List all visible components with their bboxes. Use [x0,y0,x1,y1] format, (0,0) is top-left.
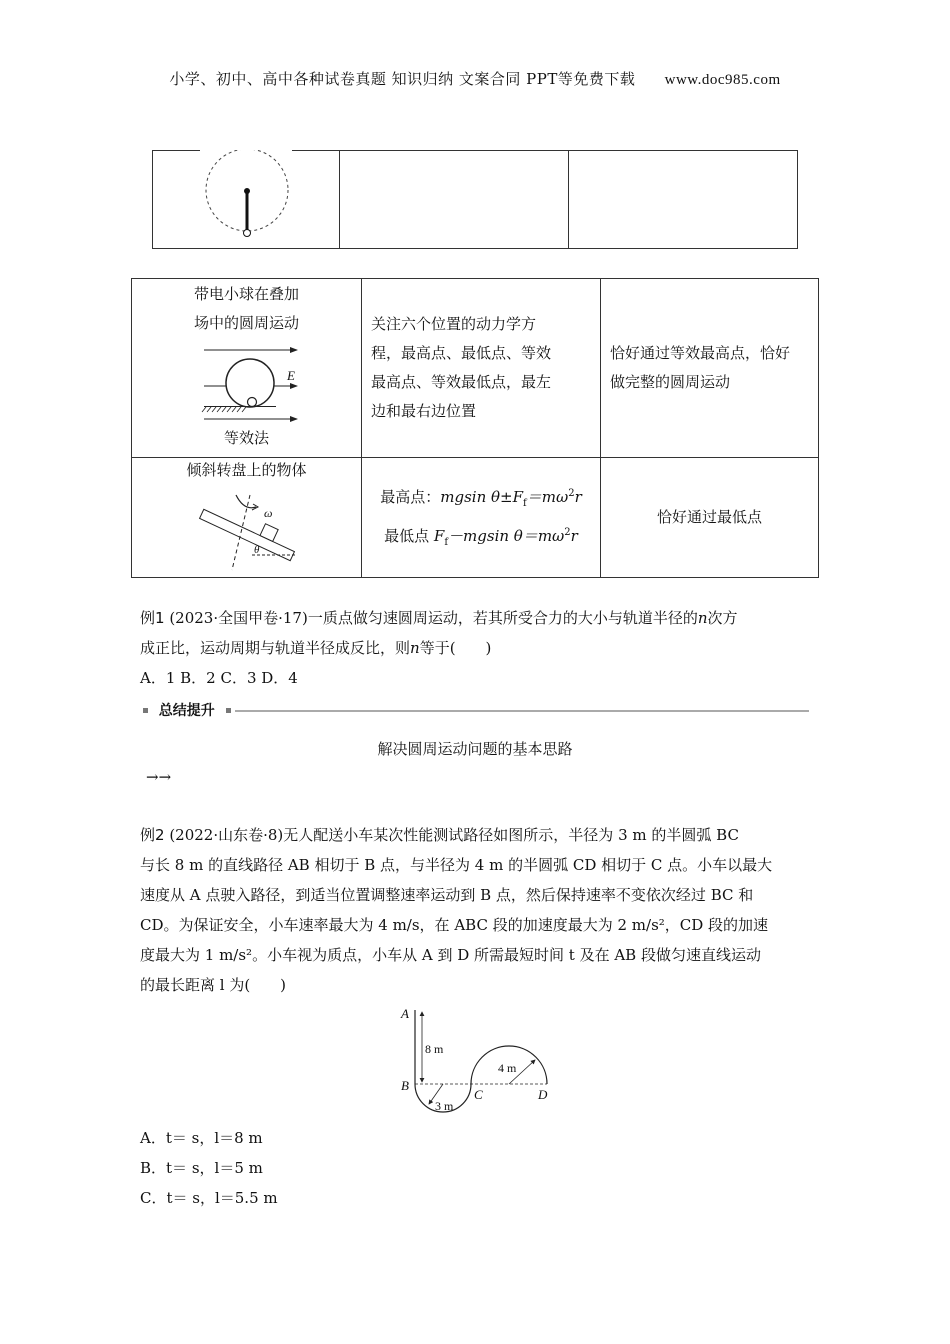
eq-bottom-sub: f [444,536,449,548]
eq-top-sub: f [523,497,527,509]
row1-critical-cell [601,279,819,458]
row1-focus-2: 程，最高点、最低点、等效 [371,344,552,362]
row2-model-cell [132,458,362,578]
page-header [0,68,950,89]
example1-label: 例1 [140,609,165,627]
table-fragment [152,150,798,249]
row2-equation-top [362,479,600,518]
eq-top-end: r [574,487,582,506]
label-B: B [401,1078,409,1093]
example2-source: (2022·山东卷·8) [169,826,284,844]
row2-critical: 恰好通过最低点 [656,508,762,526]
row1-focus-1: 关注六个位置的动力学方 [371,315,537,333]
rod-circle-diagram [198,150,298,249]
row1-critical-1: 恰好通过等效最高点，恰好 [610,344,791,362]
header-site: www.doc985.com [664,72,781,88]
row1-focus-4: 边和最右边位置 [371,402,477,420]
divider-square-right [226,708,231,713]
label-3m: 3 m [435,1099,454,1113]
field-label: E [287,367,295,383]
summary-title: 总结提升 [158,703,215,719]
example1-text2: 成正比，运动周期与轨道半径成反比，则 [140,639,411,657]
row1-title-2: 场中的圆周运动 [193,313,299,332]
example2-label: 例2 [140,826,165,844]
example1-line1 [140,603,812,633]
example2-line4: CD。为保证安全，小车速率最大为 4 m/s，在 ABC 段的加速度最大为 2 m/s²，CD 段的加速 [140,916,769,934]
divider-line [235,710,809,712]
row1-focus-cell [362,279,601,458]
example1-options: A．1 B．2 C．3 D．4 [140,669,298,687]
summary-subtitle: 解决圆周运动问题的基本思路 [377,740,573,758]
theta-label: θ [254,544,260,556]
eq-bottom-lhs: F [433,526,445,545]
example2-line5: 度最大为 1 m/s²。小车视为质点，小车从 A 到 D 所需最短时间 t 及在 AB 段做匀速直线运动 [140,946,761,964]
example2-line6: 的最长距离 l 为( ) [140,976,287,994]
summary-arrows: →→ [146,768,172,786]
label-8m: 8 m [425,1042,444,1056]
electric-field-figure [132,338,361,424]
eq-bottom-end: r [570,526,578,545]
label-A: A [401,1006,409,1021]
row1-critical-2: 做完整的圆周运动 [610,373,731,391]
eq-bottom-prefix: 最低点 [384,526,434,545]
example1-source: (2023·全国甲卷·17) [169,609,308,627]
example2-option-b: B．t＝ s，l＝5 m [140,1159,263,1177]
example2 [140,820,812,1000]
header-text: 小学、初中、高中各种试卷真题 知识归纳 文案合同 PPT等免费下载 [169,70,636,88]
tilted-disk-diagram [132,485,361,571]
example2-option-c: C．t＝ s，l＝5.5 m [140,1189,278,1207]
example2-option-a: A．t＝ s，l＝8 m [140,1129,263,1147]
example1-text1: 一质点做匀速圆周运动，若其所受合力的大小与轨道半径的 [307,609,698,627]
row2-equation-bottom [362,518,600,557]
example1-text2b: 等于( ) [419,639,492,657]
eq-top-prefix: 最高点： [380,487,441,506]
label-D: D [538,1087,548,1102]
charged-ball-diagram [132,338,361,424]
omega-label: ω [264,506,273,520]
row1-focus-3: 最高点、等效最低点，最左 [371,373,552,391]
row1-model-cell [132,279,362,458]
eq-bottom-sup: 2 [564,526,571,538]
summary-divider [143,700,809,722]
path-figure-svg [395,1002,565,1122]
example1-n2: n [410,639,420,657]
tilted-disk-figure [132,485,361,571]
eq-top-lhs: mgsin θ±F [440,487,524,506]
example1-line2 [140,633,812,663]
path-figure [395,1002,565,1122]
example2-text1: 无人配送小车某次性能测试路径如图所示，半径为 3 m 的半圆弧 BC [283,826,739,844]
example1 [140,603,812,693]
row2-critical-cell [601,458,819,578]
eq-top-sup: 2 [568,487,575,499]
example2-line2: 与长 8 m 的直线路径 AB 相切于 B 点，与半径为 4 m 的半圆弧 CD 相切于 C 点。小车以最大 [140,856,773,874]
row2-title: 倾斜转盘上的物体 [186,461,307,479]
motion-table [131,278,819,578]
example2-line1 [140,820,812,850]
label-C: C [474,1087,483,1102]
row1-title-1: 带电小球在叠加 [193,284,299,303]
eq-top-rhs: ＝mω [526,487,569,506]
row1-method: 等效法 [223,428,269,447]
divider-square-left [143,708,148,713]
row2-equation-cell [362,458,601,578]
eq-bottom-mid: －mgsin θ＝mω [448,526,565,545]
label-4m: 4 m [498,1061,517,1075]
example1-text1b: 次方 [707,609,738,627]
example1-n1: n [697,609,708,627]
example2-line3: 速度从 A 点驶入路径，到适当位置调整速率运动到 B 点，然后保持速率不变依次经过 BC 和 [140,886,754,904]
